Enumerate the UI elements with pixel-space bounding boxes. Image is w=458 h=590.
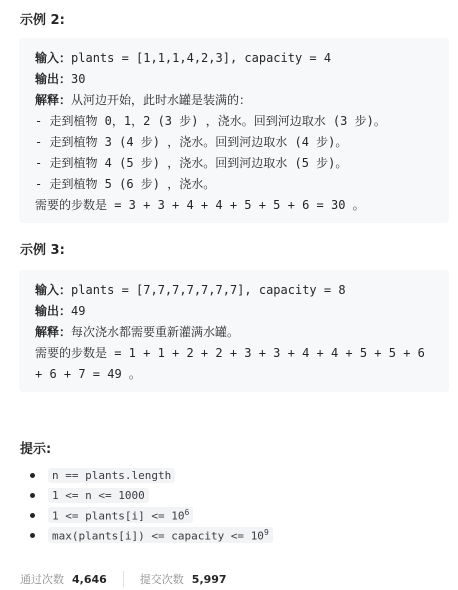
example-2-explain-line xyxy=(35,90,449,111)
example-3-heading: 示例 3: xyxy=(20,243,65,258)
hint-code xyxy=(48,507,193,524)
example-2-step-line: - 走到植物 5 (6 步) ，浇水。 xyxy=(35,177,216,191)
explain-value: 从河边开始，此时水罐是装满的： xyxy=(71,93,252,107)
example-2-total-line: 需要的步数是 = 3 + 3 + 4 + 4 + 5 + 5 + 6 = 30 。 xyxy=(35,198,365,212)
hint-text: 1 <= plants[i] <= xyxy=(52,509,172,523)
bullet-icon xyxy=(30,473,35,478)
hint-item xyxy=(30,505,273,525)
hint-code xyxy=(48,468,175,483)
example-3-output-line xyxy=(35,301,449,322)
hint-text: max(plants[i]) <= capacity <= xyxy=(52,529,251,543)
submission-stats xyxy=(20,569,227,589)
example-2-step-line: - 走到植物 0，1，2 (3 步) ，浇水。回到河边取水 (3 步)。 xyxy=(35,114,386,128)
hints-heading: 提示: xyxy=(20,442,52,457)
hint-item xyxy=(30,485,273,505)
example-2-step-line: - 走到植物 4 (5 步) ，浇水。回到河边取水 (5 步)。 xyxy=(35,156,348,170)
stats-divider xyxy=(123,571,124,587)
hint-text: 1 <= n <= 1000 xyxy=(52,488,145,502)
example-3-explain-line xyxy=(35,322,449,343)
hints-list xyxy=(30,465,273,545)
passed-count-value: 4,646 xyxy=(72,572,107,586)
hint-power-exponent: 6 xyxy=(184,507,190,517)
submitted-count-label: 提交次数 xyxy=(139,573,184,586)
hint-item xyxy=(30,525,273,545)
example-3-input-line xyxy=(35,280,449,301)
hint-text: n == plants.length xyxy=(52,468,172,482)
hint-power-base: 10 xyxy=(250,529,264,543)
hint-power-base: 10 xyxy=(171,509,185,523)
output-label: 输出： xyxy=(35,304,72,318)
passed-count-label: 通过次数 xyxy=(20,573,64,586)
hint-item xyxy=(30,465,273,485)
example-2-input-line xyxy=(35,48,449,69)
output-value: 30 xyxy=(71,72,86,86)
hint-power-exponent: 9 xyxy=(263,527,269,537)
input-value: plants = [1,1,1,4,2,3], capacity = 4 xyxy=(71,51,332,65)
explain-value: 每次浇水都需要重新灌满水罐。 xyxy=(71,325,240,339)
example-2-output-line xyxy=(35,69,449,90)
bullet-icon xyxy=(30,533,35,538)
example-2-heading: 示例 2: xyxy=(20,13,65,28)
explain-label: 解释： xyxy=(35,93,72,107)
bullet-icon xyxy=(30,513,35,518)
bullet-icon xyxy=(30,493,35,498)
hint-code xyxy=(48,488,149,503)
input-label: 输入： xyxy=(35,51,72,65)
example-3-total-line-continued: + 6 + 7 = 49 。 xyxy=(35,367,141,381)
input-value: plants = [7,7,7,7,7,7,7], capacity = 8 xyxy=(71,283,346,297)
output-label: 输出： xyxy=(35,72,72,86)
input-label: 输入： xyxy=(35,283,72,297)
explain-label: 解释： xyxy=(35,325,72,339)
hint-code xyxy=(48,527,273,544)
output-value: 49 xyxy=(71,304,86,318)
example-2-code-block xyxy=(19,38,449,223)
example-3-code-block xyxy=(19,270,449,392)
example-3-total-line: 需要的步数是 = 1 + 1 + 2 + 2 + 3 + 3 + 4 + 4 + 5 + 5 + 6 xyxy=(35,346,425,360)
example-2-step-line: - 走到植物 3 (4 步) ，浇水。回到河边取水 (4 步)。 xyxy=(35,135,348,149)
submitted-count-value: 5,997 xyxy=(191,572,227,586)
